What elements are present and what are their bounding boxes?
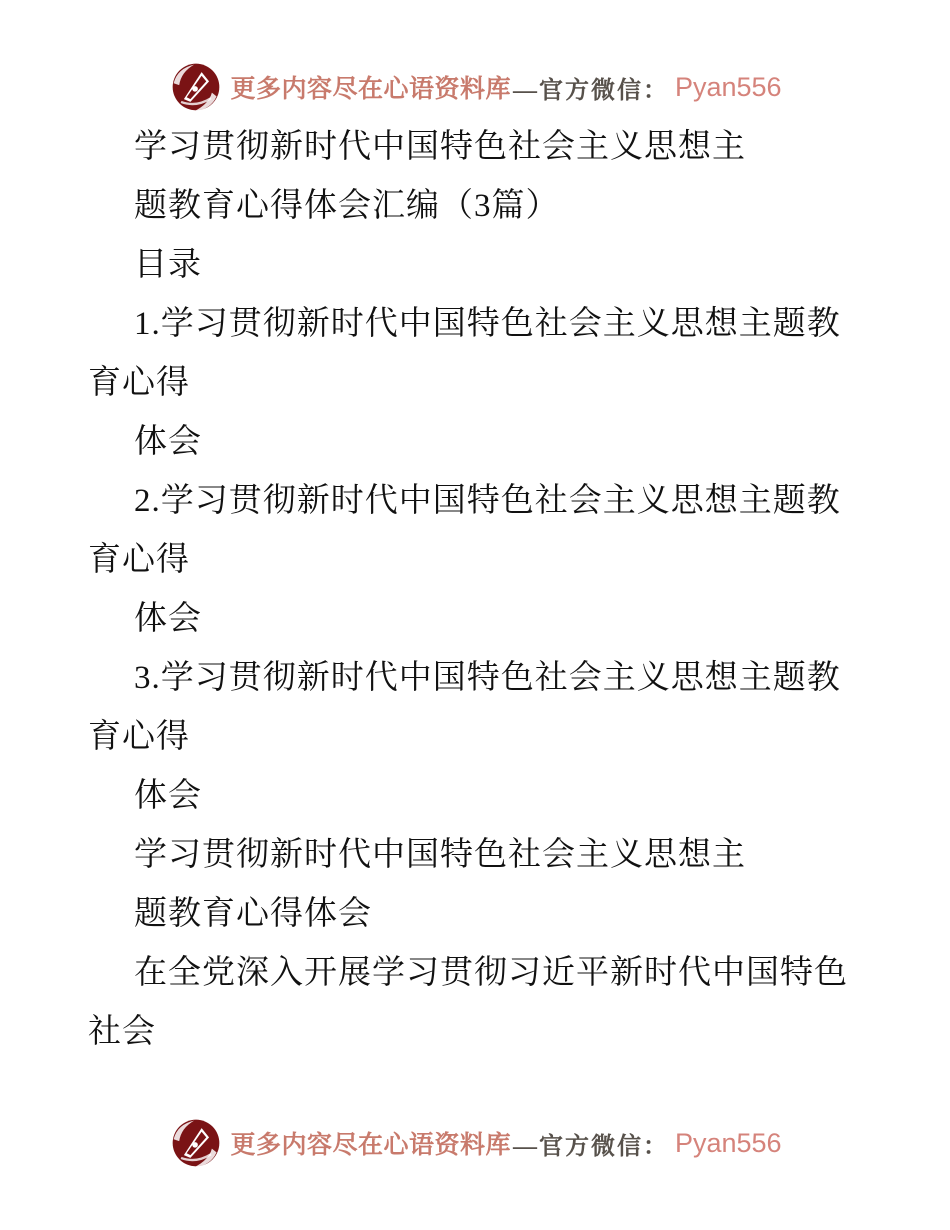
toc-item-1-line-2: 育心得 bbox=[88, 365, 190, 401]
section-title-line-2: 题教育心得体会 bbox=[134, 896, 372, 932]
watermark-wechat-label: —官方微信： bbox=[512, 1133, 669, 1160]
brand-logo-pen-icon bbox=[168, 1115, 224, 1171]
watermark-wechat-id: Pyan556 bbox=[674, 71, 782, 102]
watermark-brand-text: 更多内容尽在心语资料库 bbox=[230, 76, 511, 103]
toc-item-2-line-1: 2.学习贯彻新时代中国特色社会主义思想主题教 bbox=[134, 483, 841, 519]
paragraph-line-2: 社会 bbox=[88, 1014, 156, 1050]
toc-item-1-line-1: 1.学习贯彻新时代中国特色社会主义思想主题教 bbox=[134, 306, 841, 342]
section-title-line-1: 学习贯彻新时代中国特色社会主义思想主 bbox=[134, 837, 746, 873]
footer-watermark bbox=[0, 1114, 950, 1172]
toc-item-2-line-3: 体会 bbox=[134, 601, 202, 637]
document-body bbox=[0, 118, 950, 1062]
header-watermark bbox=[0, 58, 950, 116]
toc-item-1-line-3: 体会 bbox=[134, 424, 202, 460]
watermark-wechat-label: —官方微信： bbox=[512, 77, 669, 104]
toc-item-3-line-1: 3.学习贯彻新时代中国特色社会主义思想主题教 bbox=[134, 660, 841, 696]
toc-item-3-line-3: 体会 bbox=[134, 778, 202, 814]
brand-logo-pen-icon bbox=[168, 59, 224, 115]
title-line-1: 学习贯彻新时代中国特色社会主义思想主 bbox=[134, 129, 746, 165]
toc-heading: 目录 bbox=[134, 247, 202, 283]
toc-item-3-line-2: 育心得 bbox=[88, 719, 190, 755]
paragraph-line-1: 在全党深入开展学习贯彻习近平新时代中国特色 bbox=[134, 955, 848, 991]
watermark-wechat-id: Pyan556 bbox=[674, 1127, 782, 1158]
watermark-brand-text: 更多内容尽在心语资料库 bbox=[230, 1132, 511, 1159]
toc-item-2-line-2: 育心得 bbox=[88, 542, 190, 578]
title-line-2: 题教育心得体会汇编（3篇） bbox=[134, 188, 560, 224]
